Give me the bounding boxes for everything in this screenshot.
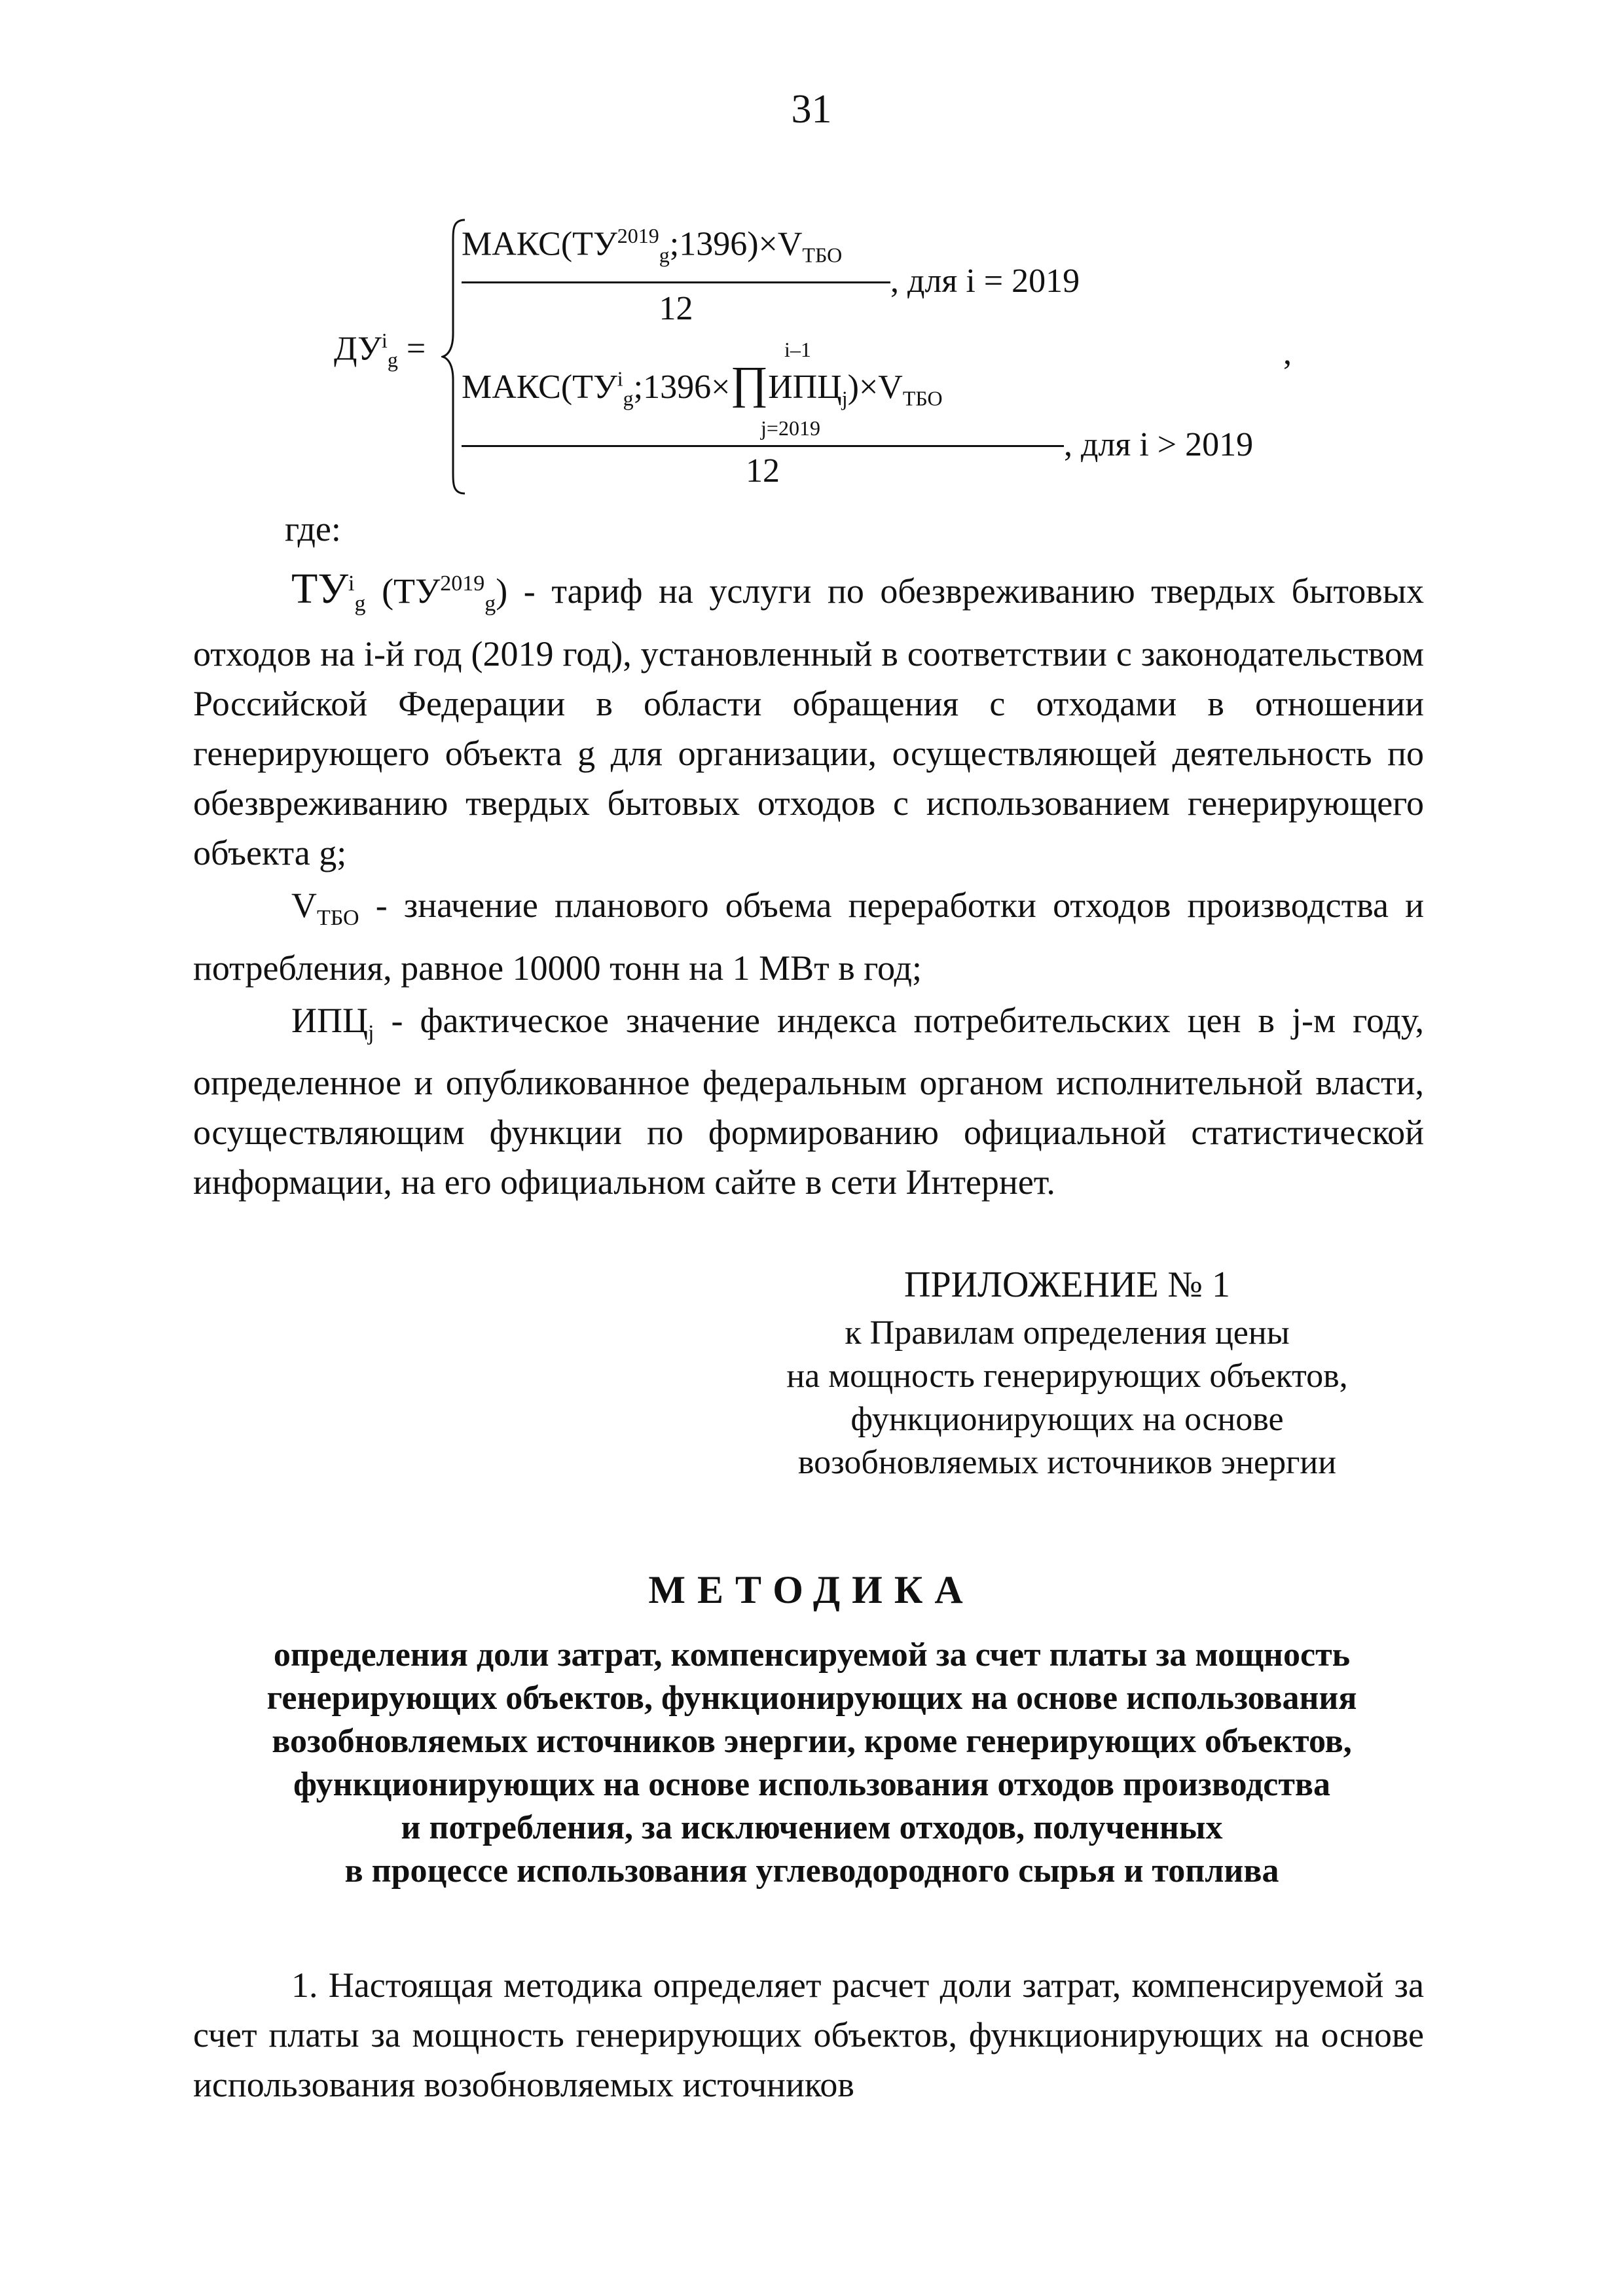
- definition-tu: [193, 559, 1424, 878]
- definition-ipc-text: - фактическое значение индекса потребительских цен в j-м году, определенное и опубликованное федеральным органом исполнительной власти, осуществляющим функции по формированию официальной статистической информации, на его официальном сайте в сети Интернет.: [193, 1000, 1424, 1202]
- case2-condition: , для i > 2019: [1064, 426, 1254, 463]
- case1-condition: , для i = 2019: [890, 262, 1080, 300]
- definition-v: [193, 880, 1424, 993]
- method-subtitle-line: и потребления, за исключением отходов, полученных: [401, 1809, 1223, 1846]
- formula-trailing-comma: ,: [1283, 334, 1292, 372]
- case2-denominator: 12: [746, 452, 780, 490]
- appendix-line: к Правилам определения цены: [845, 1314, 1290, 1352]
- case1-fraction-line: [462, 281, 890, 283]
- case2-fraction-line: [462, 445, 1064, 447]
- case1-denominator: 12: [659, 290, 693, 327]
- page-number: 31: [791, 87, 832, 132]
- formula-lhs: $ДУ^i_g$ =: [334, 329, 426, 372]
- appendix-line: на мощность генерирующих объектов,: [786, 1357, 1348, 1395]
- formula-block: [321, 216, 1342, 497]
- case1-numerator: $МАКС(ТУ^{2019}_g;1396)\times V_{ТБО}$: [462, 224, 843, 267]
- definition-ipc-symbol: $ИПЦ_j$: [291, 1000, 374, 1045]
- method-subtitle-line: возобновляемых источников энергии, кроме генерирующих объектов,: [272, 1723, 1352, 1760]
- definition-v-text: - значение планового объема переработки отходов производства и потребления, равное 10000 тонн на 1 МВт в год;: [193, 885, 1424, 988]
- definition-tu-symbol: $ТУ^i_g$ $(ТУ^{2019}_g)$: [291, 565, 508, 616]
- definition-v-symbol: $V_{ТБО}$: [291, 885, 359, 930]
- method-subtitle-line: в процессе использования углеводородного сырья и топлива: [344, 1852, 1279, 1890]
- where-label: где:: [285, 509, 341, 548]
- product-lower-limit: j=2019: [761, 416, 820, 440]
- method-subtitle-line: генерирующих объектов, функционирующих на основе использования: [266, 1679, 1357, 1717]
- paragraph-1: [193, 1960, 1424, 2109]
- product-upper-limit: i–1: [784, 338, 811, 361]
- definitions-block: [193, 504, 1424, 1207]
- appendix-line: возобновляемых источников энергии: [797, 1444, 1337, 1481]
- paragraph-1-text: 1. Настоящая методика определяет расчет доли затрат, компенсируемой за счет платы за мощность генерирующих объектов, функционирующих на основе использования возобновляемых источников: [193, 1965, 1424, 2104]
- method-subtitle-line: определения доли затрат, компенсируемой за счет платы за мощность: [273, 1636, 1351, 1674]
- definition-ipc: [193, 996, 1424, 1208]
- method-title: МЕТОДИКА: [648, 1568, 975, 1611]
- case2-numerator: $МАКС(ТУ^i_g;1396\times\prod ИПЦ_j)\times V_{ТБО}$: [462, 358, 943, 410]
- method-subtitle: [164, 1634, 1460, 1893]
- definition-tu-text: - тариф на услуги по обезвреживанию твердых бытовых отходов на i-й год (2019 год), установленный в соответствии с законодательством Российской Федерации в области обращения с отходами в отношении генерирующего объекта g для организации, осуществляющей деятельность по обезвреживанию твердых бытовых отходов с использованием генерирующего объекта g;: [193, 571, 1424, 872]
- product-symbol: ∏: [730, 358, 769, 408]
- appendix-header: [720, 1263, 1414, 1484]
- method-subtitle-line: функционирующих на основе использования отходов производства: [293, 1766, 1331, 1803]
- appendix-line: функционирующих на основе: [850, 1401, 1284, 1438]
- appendix-title: ПРИЛОЖЕНИЕ № 1: [904, 1265, 1230, 1305]
